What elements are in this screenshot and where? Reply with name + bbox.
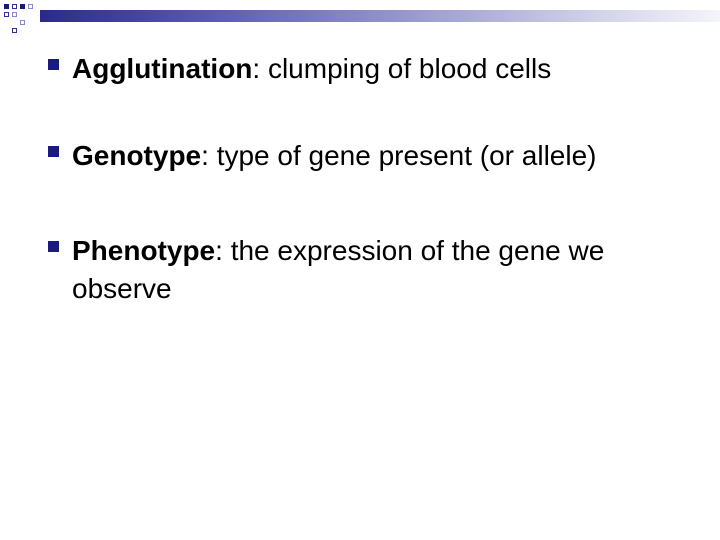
list-item bbox=[48, 137, 688, 175]
deco-square-icon bbox=[20, 20, 25, 25]
square-bullet-icon bbox=[48, 146, 59, 157]
definition: : type of gene present (or allele) bbox=[201, 140, 597, 171]
term: Agglutination bbox=[72, 53, 253, 84]
header-gradient-band bbox=[40, 10, 720, 22]
square-bullet-icon bbox=[48, 241, 59, 252]
item-text bbox=[72, 50, 682, 88]
item-text bbox=[72, 232, 662, 308]
deco-square-icon bbox=[28, 4, 33, 9]
deco-square-icon bbox=[4, 12, 9, 17]
item-text bbox=[72, 137, 682, 175]
square-bullet-icon bbox=[48, 59, 59, 70]
deco-square-icon bbox=[20, 4, 25, 9]
definition: : clumping of blood cells bbox=[252, 53, 552, 84]
list-item bbox=[48, 232, 688, 308]
term: Genotype bbox=[72, 140, 202, 171]
definition: : the expression of the gene we observe bbox=[72, 235, 605, 304]
deco-square-icon bbox=[12, 4, 17, 9]
deco-square-icon bbox=[4, 4, 9, 9]
list-item bbox=[48, 50, 688, 88]
deco-square-icon bbox=[12, 28, 17, 33]
deco-square-icon bbox=[12, 12, 17, 17]
term: Phenotype bbox=[72, 235, 216, 266]
